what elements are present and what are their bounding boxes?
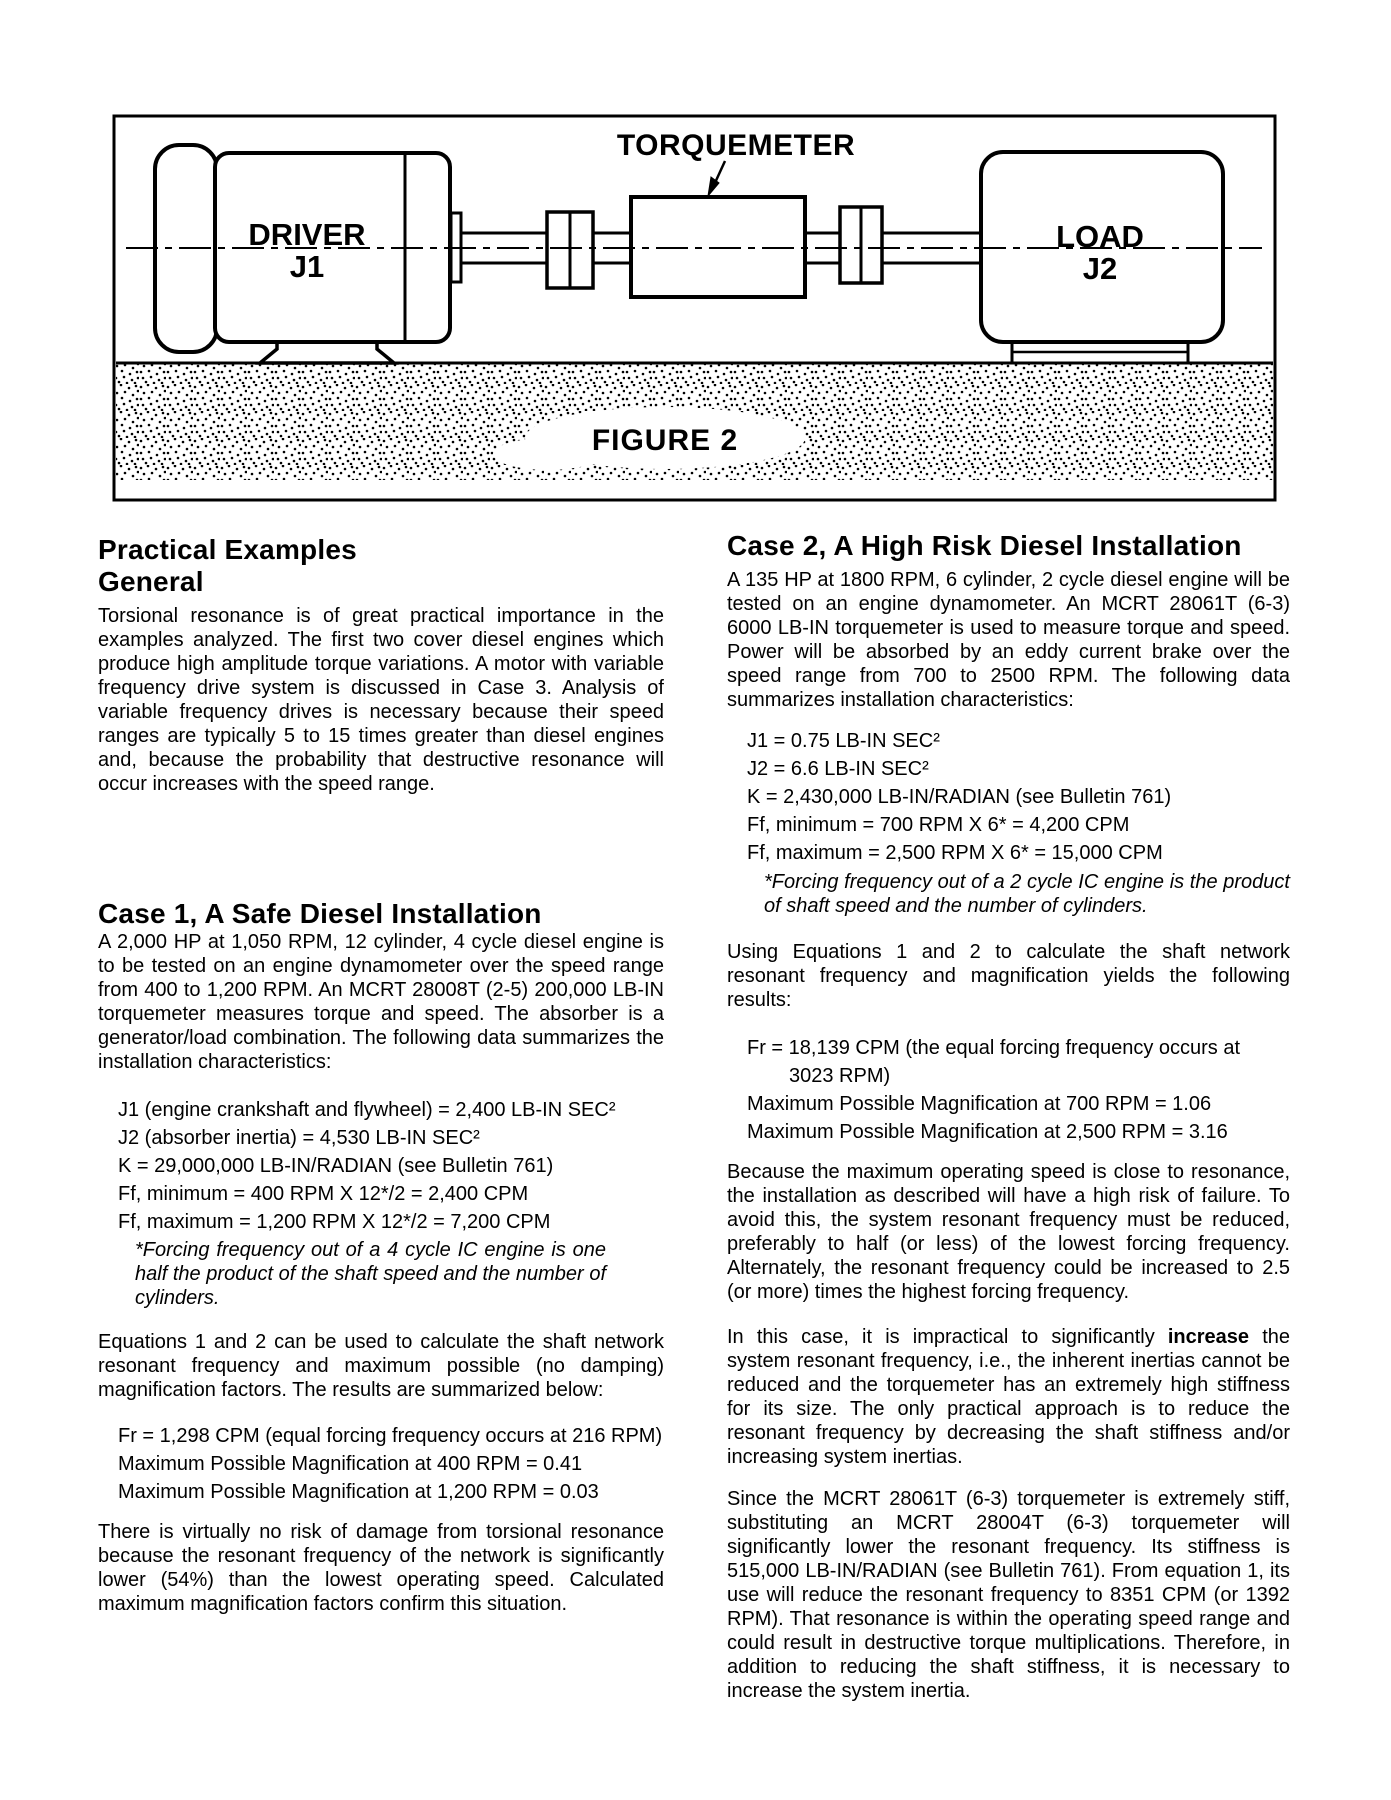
emphasis-increase: increase — [1167, 1326, 1250, 1348]
result-item: Maximum Possible Magnification at 400 RPM = 0.41 — [118, 1453, 583, 1475]
figure-2-drawing — [112, 114, 1277, 502]
result-item: Maximum Possible Magnification at 700 RPM = 1.06 — [747, 1093, 1212, 1115]
result-item: Maximum Possible Magnification at 1,200 RPM = 0.03 — [118, 1481, 599, 1503]
data-item: J2 = 6.6 LB-IN SEC² — [747, 758, 929, 780]
heading-practical-examples: Practical Examples — [98, 534, 357, 565]
heading-case2: Case 2, A High Risk Diesel Installation — [727, 530, 1242, 561]
data-item: J2 (absorber inertia) = 4,530 LB-IN SEC² — [118, 1127, 480, 1149]
case2-because-paragraph: Because the maximum operating speed is close to resonance, the installation as described will have a high risk of failure. To avoid this, the system resonant frequency must be reduced, preferably to half (or less) of the lowest forcing frequency. Alternately, the resonant frequency could be increased to 2.5 (or more) times the highest forcing frequency. — [727, 1161, 1290, 1303]
svg-text:FIGURE 2: FIGURE 2 — [591, 424, 739, 457]
case1-equations-paragraph: Equations 1 and 2 can be used to calculate the shaft network resonant frequency and maximum possible (no damping) magnification factors. The results are summarized below: — [98, 1331, 664, 1401]
general-paragraph: Torsional resonance is of great practical importance in the examples analyzed. The first two cover diesel engines which produce high amplitude torque variations. A motor with variable frequency drive system is discussed in Case 3. Analysis of variable frequency drives is necessary because their speed ranges are typically 5 to 15 times greater than diesel engines and, because the probability that destructive resonance will occur increases with the speed range. — [98, 605, 664, 795]
case2-using-paragraph: Using Equations 1 and 2 to calculate the shaft network resonant frequency and magnification yields the following results: — [727, 941, 1290, 1011]
case2-impractical-paragraph — [727, 1325, 1290, 1469]
coupling-left — [547, 212, 593, 288]
data-item: J1 (engine crankshaft and flywheel) = 2,400 LB-IN SEC² — [118, 1099, 616, 1121]
case1-data-list — [118, 1096, 664, 1236]
result-item: Maximum Possible Magnification at 2,500 RPM = 3.16 — [747, 1121, 1228, 1143]
case2-footnote: *Forcing frequency out of a 2 cycle IC engine is the product of shaft speed and the number of cylinders. — [764, 871, 1290, 917]
coupling-right — [840, 207, 882, 283]
paragraph-text: the system resonant frequency, i.e., the inherent inertias cannot be reduced and the torquemeter has an extremely high stiffness for its size. The only practical approach is to reduce the resonant frequency by decreasing the shaft stiffness and/or increasing system inertias. — [727, 1326, 1290, 1468]
case2-since-paragraph: Since the MCRT 28061T (6-3) torquemeter is extremely stiff, substituting an MCRT 28004T (6-3) torquemeter will significantly lower the resonant frequency. Its stiffness is 515,000 LB-IN/RADIAN (see Bulletin 761). From equation 1, its use will reduce the resonant frequency to 8351 CPM (or 1392 RPM). That resonance is within the operating speed range and could result in destructive torque multiplications. Therefore, in addition to reducing the shaft stiffness, it is necessary to increase the system inertia. — [727, 1488, 1290, 1702]
data-item: Ff, minimum = 700 RPM X 6* = 4,200 CPM — [747, 814, 1130, 836]
case1-results-list — [118, 1422, 664, 1506]
data-item: J1 = 0.75 LB-IN SEC² — [747, 730, 940, 752]
heading-general: General — [98, 566, 204, 597]
right-column — [727, 530, 1290, 1703]
data-item: Ff, maximum = 2,500 RPM X 6* = 15,000 CPM — [747, 842, 1163, 864]
case2-data-list — [747, 727, 1290, 867]
case1-intro-paragraph: A 2,000 HP at 1,050 RPM, 12 cylinder, 4 cycle diesel engine is to be tested on an engine dynamometer over the speed range from 400 to 1,200 RPM. An MCRT 28008T (2-5) 200,000 LB-IN torquemeter measures torque and speed. The absorber is a generator/load combination. The following data summarizes the installation characteristics: — [98, 931, 664, 1073]
case2-intro-paragraph: A 135 HP at 1800 RPM, 6 cylinder, 2 cycle diesel engine will be tested on an engine dynamometer. An MCRT 28061T (6-3) 6000 LB-IN torquemeter is used to measure torque and speed. Power will be absorbed by an eddy current brake over the speed range from 700 to 2500 RPM. The following data summarizes installation characteristics: — [727, 569, 1290, 711]
result-item: Fr = 18,139 CPM (the equal forcing frequency occurs at 3023 RPM) — [747, 1037, 1241, 1087]
case1-footnote: *Forcing frequency out of a 4 cycle IC engine is one half the product of the shaft speed and the number of cylinders. — [135, 1239, 606, 1309]
load-inertia-label: J2 — [1082, 251, 1118, 286]
case1-conclusion-paragraph: There is virtually no risk of damage from torsional resonance because the resonant frequency of the network is significantly lower (54%) than the lowest operating speed. Calculated maximum magnification factors confirm this situation. — [98, 1521, 664, 1615]
driver-foot — [260, 342, 394, 363]
heading-case1: Case 1, A Safe Diesel Installation — [98, 898, 542, 929]
paragraph-text: In this case, it is impractical to significantly — [727, 1326, 1168, 1348]
left-column — [98, 534, 664, 1616]
driver-inertia-label: J1 — [289, 249, 325, 284]
data-item: Ff, maximum = 1,200 RPM X 12*/2 = 7,200 CPM — [118, 1211, 551, 1233]
figure-2 — [112, 114, 1277, 507]
result-item: Fr = 1,298 CPM (equal forcing frequency occurs at 216 RPM) — [118, 1425, 663, 1447]
data-item: K = 2,430,000 LB-IN/RADIAN (see Bulletin 761) — [747, 786, 1172, 808]
data-item: K = 29,000,000 LB-IN/RADIAN (see Bulletin 761) — [118, 1155, 554, 1177]
load-label: LOAD — [1056, 219, 1144, 254]
torquemeter-label: TORQUEMETER — [616, 129, 856, 162]
case2-results-list — [747, 1034, 1290, 1146]
data-item: Ff, minimum = 400 RPM X 12*/2 = 2,400 CPM — [118, 1183, 529, 1205]
driver-label: DRIVER — [248, 217, 366, 252]
